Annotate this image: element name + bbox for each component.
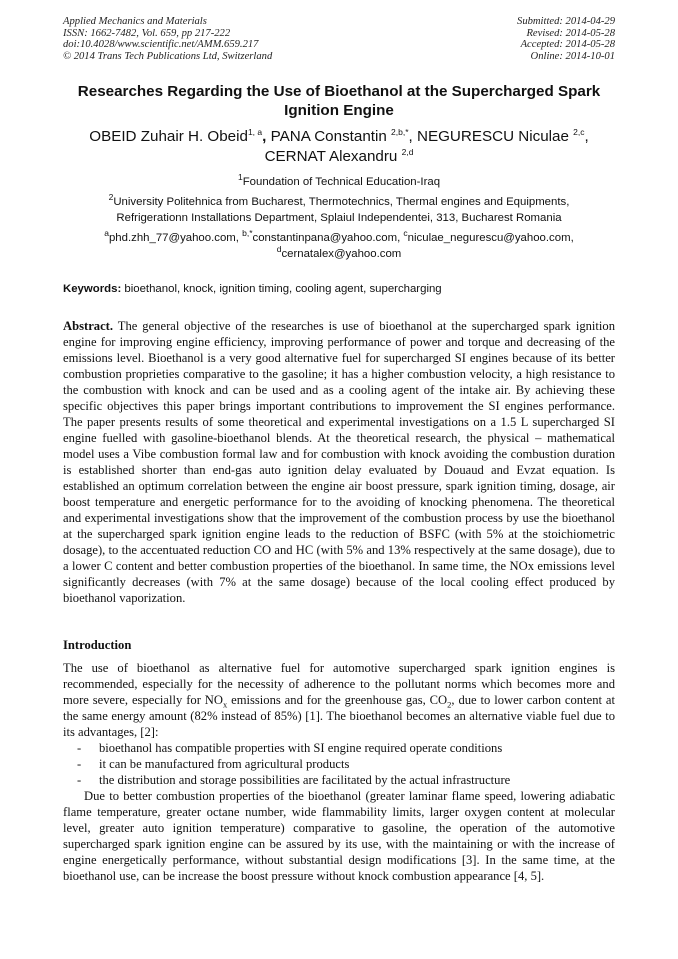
author-separator: , — [408, 128, 417, 145]
author-2-affil: 2,b,* — [391, 126, 409, 137]
intro-p1-part-c: , due to lower carbon content at the same energy amount (82% instead of 85%) [1]. The bioethanol becomes an alternative viable fuel due to its advantages, [2]: — [63, 693, 615, 739]
date-accepted: Accepted: 2014-05-28 — [520, 39, 615, 51]
keywords — [63, 282, 615, 297]
intro-p1-part-b: emissions and for the greenhouse gas, CO — [227, 693, 448, 707]
introduction-paragraph-2: Due to better combustion properties of the bioethanol (greater laminar flame speed, lowering adiabatic flame temperature, greater octane number, wide flammability limits, larger oxygen content at molecular level, greater auto ignition temperature) comparative to gasoline, the operation of the automotive supercharged spark ignition engine can be assured by its use, with the maintaining or with the increase of engine energetically performance, without substantial design modifications [3]. In the same time, at the bioethanol use, can be increase the boost pressure without knock combustion appearance [4, 5]. — [63, 789, 615, 883]
author-emails — [40, 230, 638, 262]
list-item — [63, 740, 615, 756]
author-1: OBEID Zuhair H. Obeid — [89, 128, 248, 145]
list-item-text: bioethanol has compatible properties with SI engine required operate conditions — [99, 741, 503, 755]
abstract — [63, 318, 615, 606]
author-2: PANA Constantin — [270, 128, 387, 145]
affiliation-2-line-2: Refrigerationn Installations Department, Splaiul Independentei, 313, Bucharest Romania — [116, 212, 562, 224]
advantages-list — [63, 740, 615, 788]
list-item-text: it can be manufactured from agricultural products — [99, 757, 350, 771]
keywords-label: Keywords: — [63, 283, 122, 295]
list-item — [63, 772, 615, 788]
author-separator: , — [262, 128, 271, 145]
title-line-1: Researches Regarding the Use of Bioethanol at the Supercharged Spark — [77, 83, 601, 100]
introduction-paragraph-1 — [63, 660, 615, 740]
list-dash: - — [77, 773, 82, 787]
author-3: NEGURESCU Niculae — [417, 128, 569, 145]
affiliation-2-mark: 2 — [108, 192, 114, 203]
subscript-2: 2 — [447, 699, 452, 710]
introduction-heading: Introduction — [63, 638, 132, 652]
author-separator: , — [584, 128, 589, 145]
list-item-text: the distribution and storage possibilities are facilitated by the actual infrastructure — [99, 773, 511, 787]
email-c-mark: c — [403, 228, 408, 239]
abstract-text: The general objective of the researches is use of bioethanol at the supercharged spark ignition engine for improving engine efficiency, improving performance of power and torque and decreasing of the emissions level. Bioethanol is a very good alternative fuel for supercharged SI engines because of its better combustion proprieties comparative to the gasoline; it has a higher combustion velocity, a high resistance to the combustion with knock and can be used and as a cooling agent of the intake air. By achieving these specific objectives this paper brings important contributions to improvement the SI engines performance. The paper presents results of some theoretical and experimental investigations on a 1.5 L supercharged SI engine fuelled with gasoline-bioethanol blends. At the theoretical research, the physical – mathematical model uses a Vibe combustion formal law and for combustion with knock avoiding the combustion duration is established shorter than end-gas auto ignition delay evaluated by Douaud and Evzat equation. Is established an optimum correlation between the engine air boost pressure, spark ignition timing, dosage, air boost temperature and energetic performance for to the avoiding of knocking phenomena. The theoretical and experimental investigations show that the improvement of the combustion process by use the bioethanol at the supercharged spark ignition engine leads to the reduction of BSFC (with 5% at the stoichiometric dosage), to the accentuated reduction CO and HC (with 5% and 13% respectively at the same dosage), due to a lower C content and better combustion properties of the bioethanol. In same time, the NOx emissions level significantly decreases (with 7% at the same dosage) because of the local cooling effect produced by bioethanol vaporization. — [63, 319, 615, 605]
date-submitted: Submitted: 2014-04-29 — [517, 16, 615, 27]
email-d-mark: d — [276, 244, 282, 255]
email-d: cernatalex@yahoo.com — [281, 248, 402, 260]
list-dash: - — [77, 757, 82, 771]
publication-dates — [517, 16, 615, 62]
journal-info — [63, 16, 272, 62]
intro-p1-part-a: The use of bioethanol as alternative fuel for automotive supercharged spark ignition engines is recommended, especially for the necessity of adherence to the pollutant norms which becomes more and more severe, especially for NO — [63, 661, 615, 707]
email-a-mark: a — [104, 228, 109, 239]
paper-title — [40, 82, 638, 120]
journal-name: Applied Mechanics and Materials — [63, 16, 207, 27]
author-3-affil: 2,c — [573, 126, 585, 137]
affiliation-1-mark: 1 — [237, 172, 243, 183]
abstract-label: Abstract. — [63, 319, 114, 333]
email-a: phd.zhh_77@yahoo.com, — [108, 232, 243, 244]
affiliation-1 — [40, 174, 638, 190]
list-dash: - — [77, 741, 82, 755]
author-1-affil: 1, a — [247, 126, 263, 137]
affiliation-1-text: Foundation of Technical Education-Iraq — [242, 176, 441, 188]
journal-issn: ISSN: 1662-7482, Vol. 659, pp 217-222 — [63, 27, 231, 39]
date-online: Online: 2014-10-01 — [530, 50, 615, 62]
email-c: niculae_negurescu@yahoo.com, — [407, 232, 574, 244]
title-line-2: Ignition Engine — [284, 102, 394, 119]
affiliation-2 — [40, 194, 638, 226]
email-b-mark: b,* — [242, 228, 253, 239]
email-b: constantinpana@yahoo.com, — [252, 232, 404, 244]
list-item — [63, 756, 615, 772]
journal-copyright: © 2014 Trans Tech Publications Ltd, Switzerland — [63, 50, 273, 62]
author-4-affil: 2,d — [401, 146, 414, 157]
author-list — [40, 127, 638, 167]
subscript-x: x — [222, 699, 228, 710]
journal-doi: doi:10.4028/www.scientific.net/AMM.659.217 — [63, 39, 259, 51]
keywords-text: bioethanol, knock, ignition timing, cooling agent, supercharging — [121, 283, 442, 295]
date-revised: Revised: 2014-05-28 — [526, 27, 615, 39]
author-4: CERNAT Alexandru — [264, 148, 398, 165]
introduction-body — [63, 660, 615, 884]
affiliation-2-line-1: University Politehnica from Bucharest, Thermotechnics, Thermal engines and Equipments, — [113, 196, 570, 208]
